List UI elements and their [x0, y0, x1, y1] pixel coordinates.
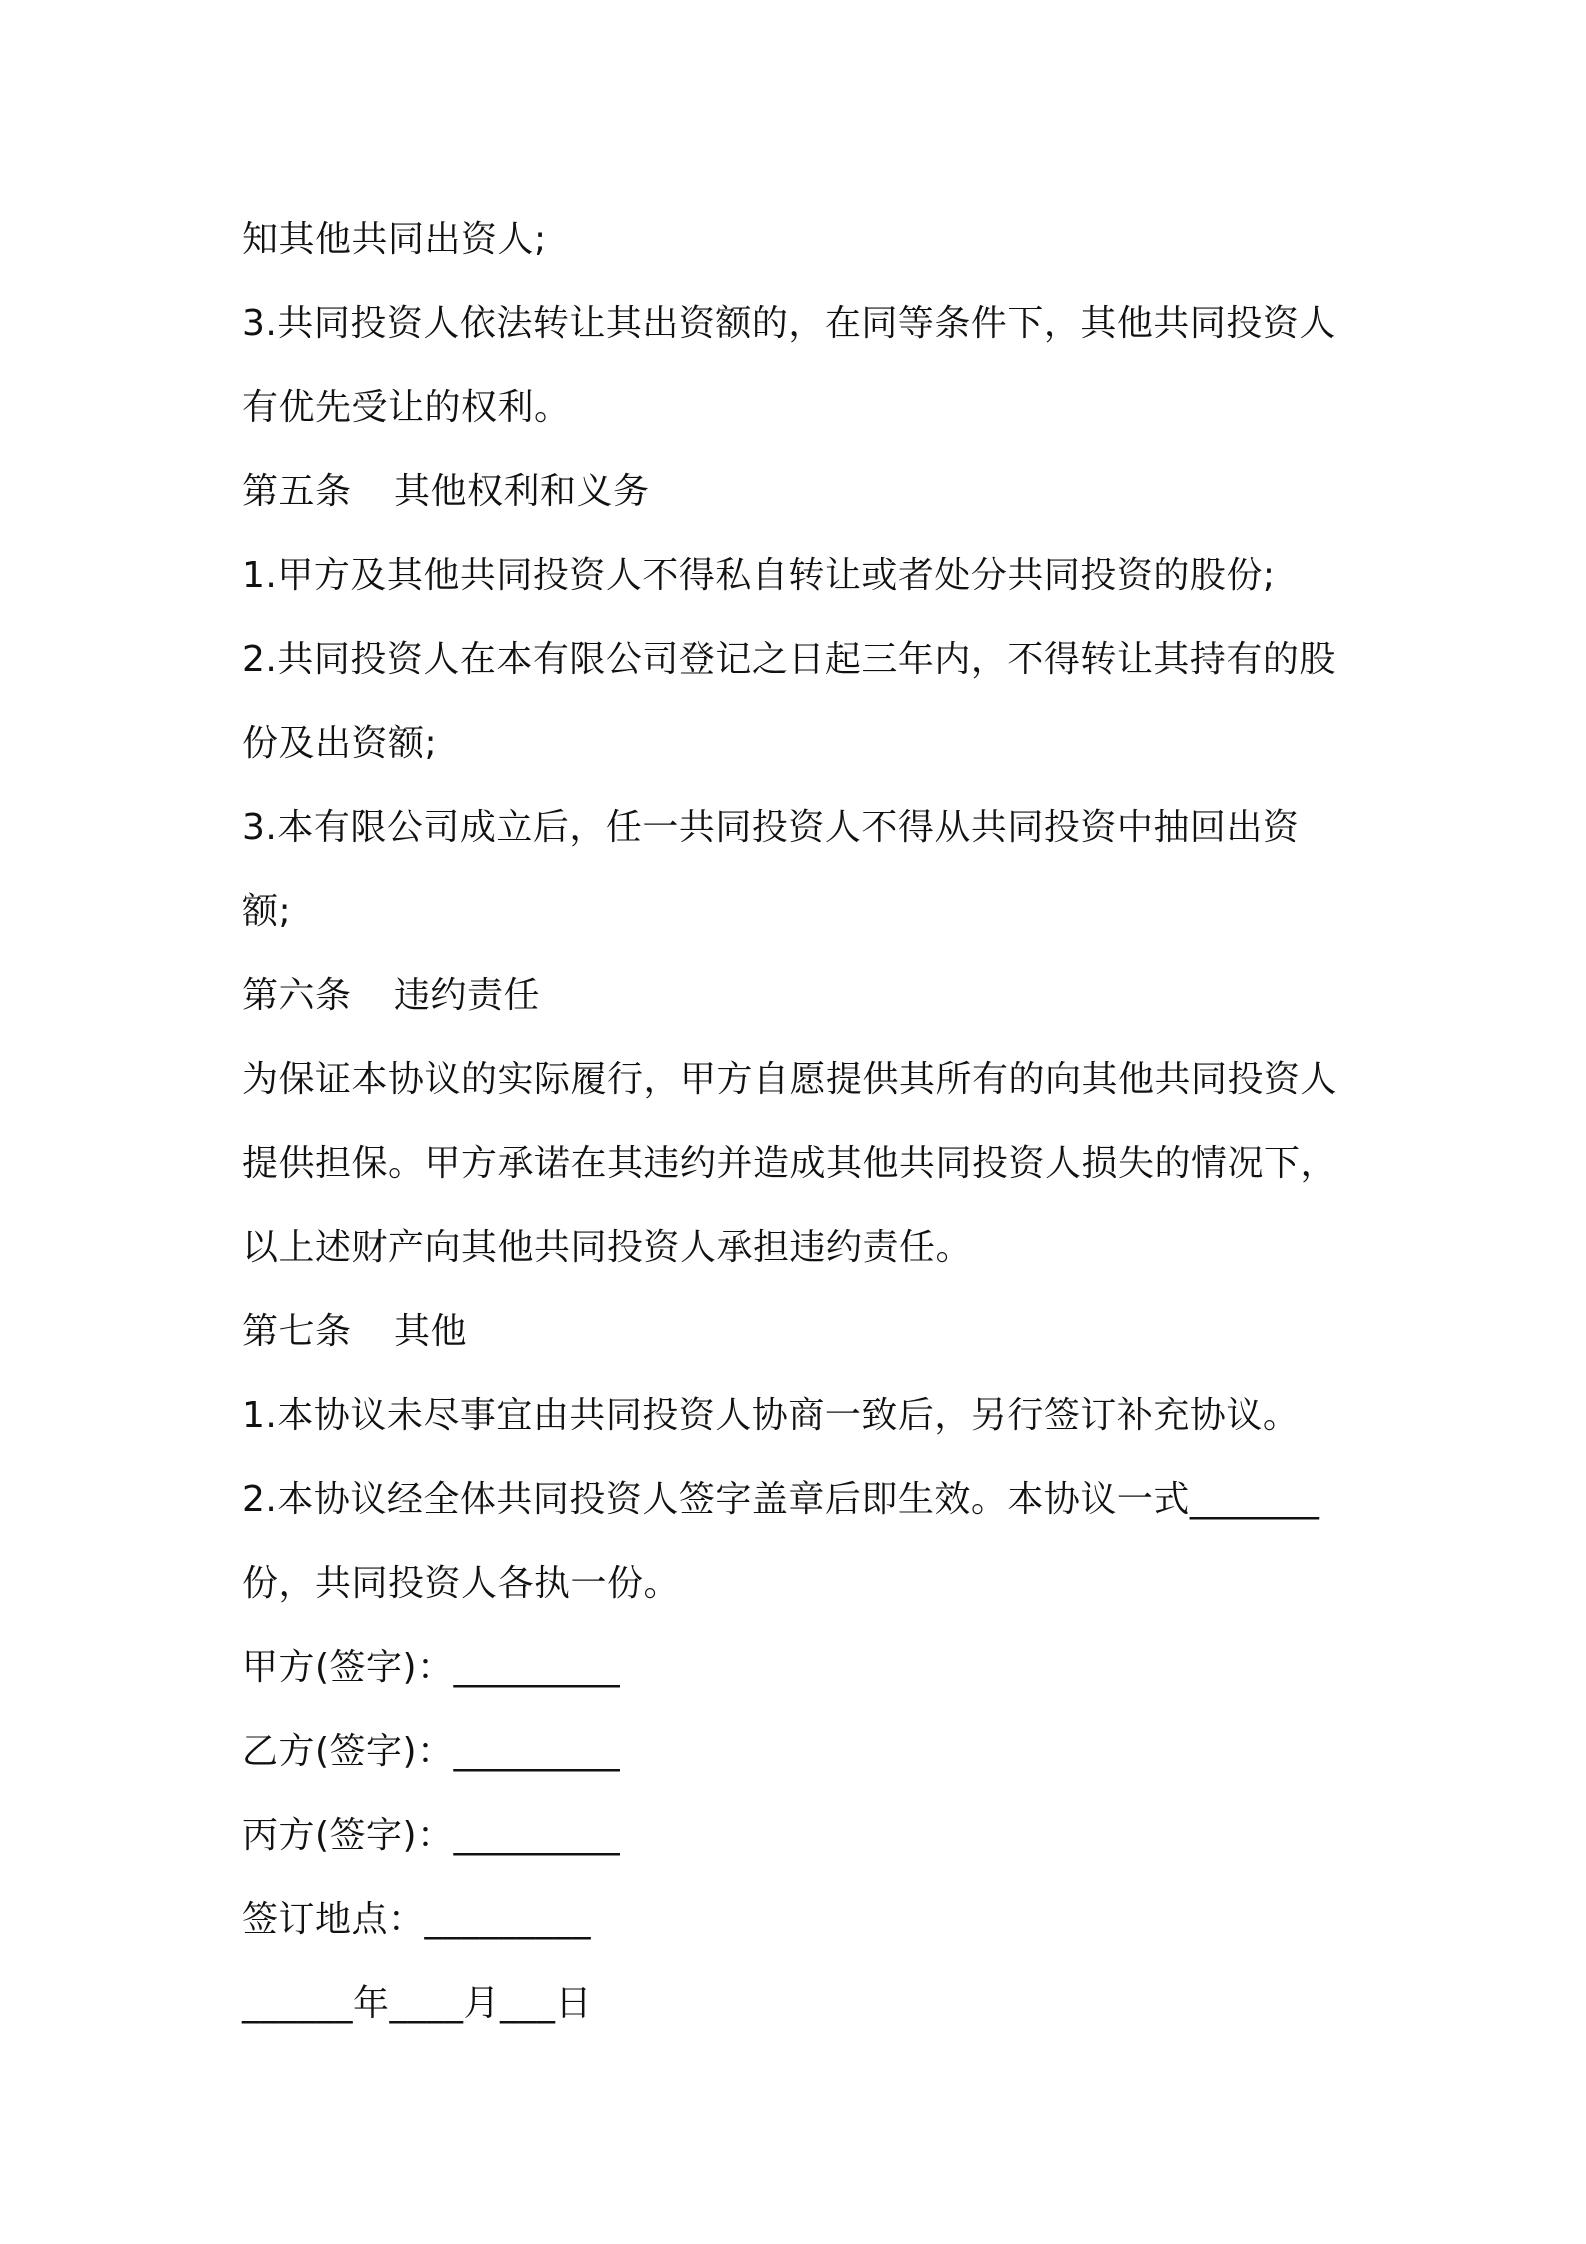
party-a-signature-line: 甲方(签字)：_________ — [242, 1647, 621, 1688]
article-number: 第六条 — [242, 975, 352, 1016]
text-line: 以上述财产向其他共同投资人承担违约责任。 — [242, 1227, 973, 1268]
article-6-heading — [242, 954, 1362, 1038]
document-body — [242, 198, 1362, 2046]
text-line: 有优先受让的权利。 — [242, 387, 571, 428]
article-number: 第五条 — [242, 471, 352, 512]
text-line: 1.本协议未尽事宜由共同投资人协商一致后，另行签订补充协议。 — [242, 1395, 1300, 1436]
text-line: 2.共同投资人在本有限公司登记之日起三年内，不得转让其持有的股 — [242, 639, 1336, 680]
party-b-signature-line: 乙方(签字)：_________ — [242, 1731, 621, 1772]
article-title: 违约责任 — [394, 975, 541, 1016]
article-7-heading — [242, 1290, 1362, 1374]
text-line: 提供担保。甲方承诺在其违约并造成其他共同投资人损失的情况下， — [242, 1143, 1338, 1184]
text-line: 1.甲方及其他共同投资人不得私自转让或者处分共同投资的股份; — [242, 555, 1276, 596]
text-line: 2.本协议经全体共同投资人签字盖章后即生效。本协议一式_______ — [242, 1479, 1320, 1520]
text-line: 为保证本协议的实际履行，甲方自愿提供其所有的向其他共同投资人 — [242, 1059, 1338, 1100]
text-line: 3.本有限公司成立后，任一共同投资人不得从共同投资中抽回出资 — [242, 807, 1300, 848]
text-line: 知其他共同出资人; — [242, 219, 547, 260]
date-line: ______年____月___日 — [242, 1983, 593, 2024]
article-5-heading — [242, 450, 1362, 534]
article-title: 其他权利和义务 — [394, 471, 650, 512]
signing-location-line: 签订地点：_________ — [242, 1899, 592, 1940]
text-line: 份，共同投资人各执一份。 — [242, 1563, 681, 1604]
text-line: 额; — [242, 891, 292, 932]
party-c-signature-line: 丙方(签字)：_________ — [242, 1815, 621, 1856]
article-title: 其他 — [394, 1311, 468, 1352]
article-number: 第七条 — [242, 1311, 352, 1352]
text-line: 3.共同投资人依法转让其出资额的，在同等条件下，其他共同投资人 — [242, 303, 1336, 344]
text-line: 份及出资额; — [242, 723, 438, 764]
